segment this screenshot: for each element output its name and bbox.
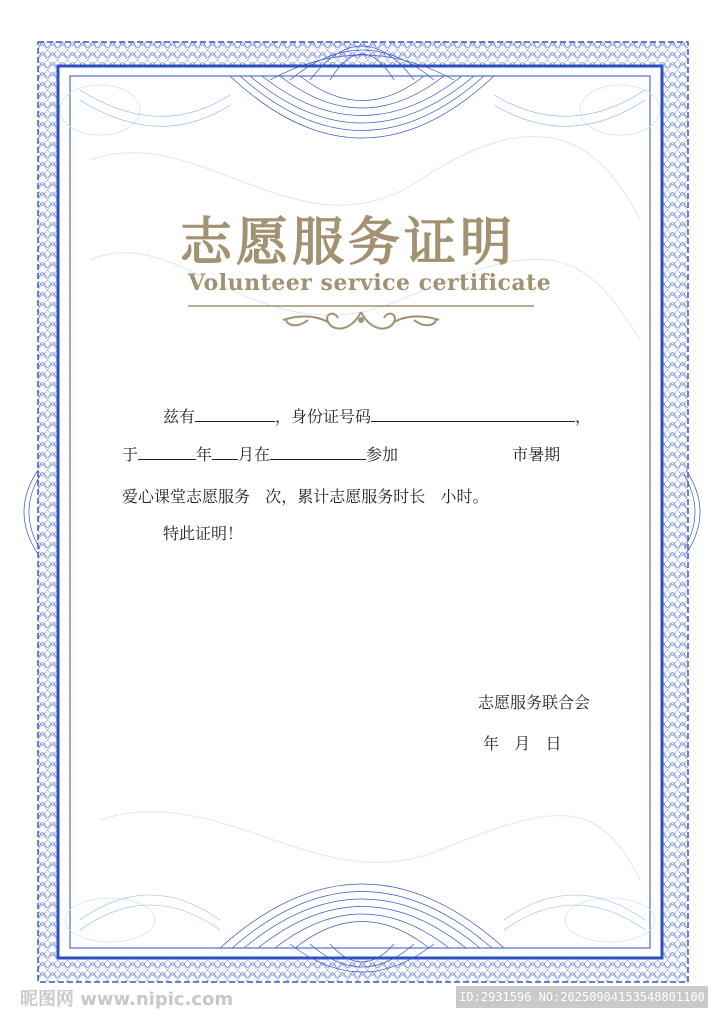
body-line-3: 爱心课堂志愿服务 次，累计志愿服务时长 小时。 — [122, 487, 489, 506]
issuing-organization: 志愿服务联合会 — [478, 693, 591, 712]
certificate-subtitle: Volunteer service certificate — [188, 270, 552, 296]
body-text: ， — [575, 407, 592, 426]
body-text: 于 — [122, 445, 139, 464]
body-text: 年 — [196, 445, 213, 464]
certificate-title: 志愿服务证明 — [180, 212, 517, 273]
body-line-2 — [122, 442, 560, 465]
watermark-site: 昵图网 www.nipic.com — [20, 989, 234, 1010]
body-text: 兹有 — [163, 407, 196, 426]
flourish-ornament-icon — [188, 298, 534, 338]
body-text: ，身份证号码 — [275, 407, 372, 426]
body-text: 参加 — [366, 445, 399, 464]
watermark-id: ID:2931596 NO:20250904153548801100 — [456, 986, 708, 1008]
name-blank[interactable] — [195, 405, 275, 422]
body-line-1 — [163, 404, 591, 427]
body-text: 市暑期 — [512, 445, 561, 464]
id-number-blank[interactable] — [371, 405, 575, 422]
place-blank[interactable] — [270, 443, 366, 460]
body-text: 月在 — [238, 445, 271, 464]
body-line-4: 特此证明！ — [163, 524, 244, 543]
year-blank[interactable] — [138, 443, 196, 460]
month-blank[interactable] — [212, 443, 238, 460]
issue-date: 年 月 日 — [483, 734, 562, 753]
